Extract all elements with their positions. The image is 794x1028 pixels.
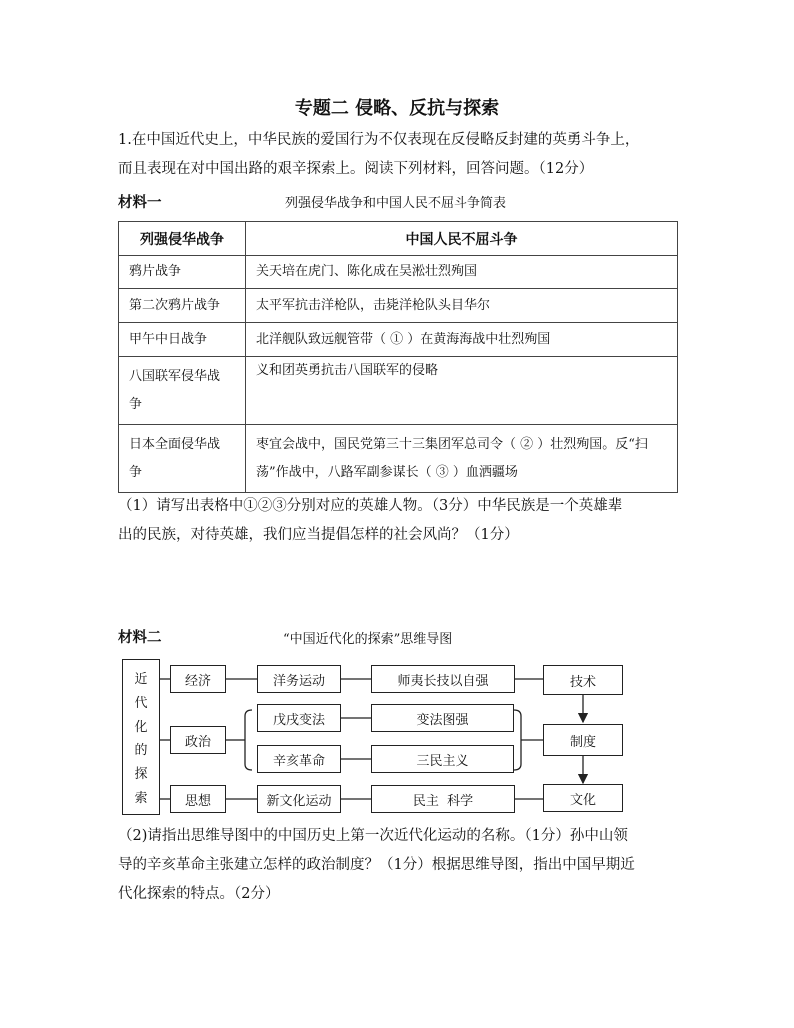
page-title: 专题二 侵略、反抗与探索 bbox=[294, 98, 500, 119]
idea-reform: 变法图强 bbox=[371, 704, 514, 732]
level-technology: 技术 bbox=[543, 665, 623, 695]
table-cell-war: 鸦片战争 bbox=[119, 256, 246, 289]
question-1-sub-2-line-1: （2)请指出思维导图中的中国历史上第一次近代化运动的名称。（1分）孙中山领 bbox=[118, 828, 628, 844]
root-char: 索 bbox=[134, 790, 148, 806]
table-cell-war: 日本全面侵华战争 bbox=[119, 425, 246, 493]
event-new-culture: 新文化运动 bbox=[257, 785, 341, 813]
table-cell-fight: 太平军抗击洋枪队，击毙洋枪队头目华尔 bbox=[246, 289, 678, 323]
question-1-sub-2-line-3: 代化探索的特点。（2分） bbox=[118, 886, 280, 902]
question-1-sub-1-line-1: （1）请写出表格中①②③分别对应的英雄人物。（3分）中华民族是一个英雄辈 bbox=[118, 498, 623, 514]
question-1-sub-1-line-2: 出的民族，对待英雄，我们应当提倡怎样的社会风尚？（1分） bbox=[118, 527, 519, 543]
material-1-label: 材料一 bbox=[118, 195, 162, 211]
material-2-caption: “中国近代化的探索”思维导图 bbox=[283, 632, 453, 647]
category-economy: 经济 bbox=[170, 665, 226, 693]
event-self-strengthening: 洋务运动 bbox=[257, 665, 341, 693]
question-1-line-1: 1.在中国近代史上，中华民族的爱国行为不仅表现在反侵略反封建的英勇斗争上， bbox=[118, 132, 640, 148]
table-cell-fight: 北洋舰队致远舰管带（ ① ）在黄海海战中壮烈殉国 bbox=[246, 323, 678, 357]
event-wuxu-reform: 戊戌变法 bbox=[257, 704, 341, 732]
level-institution: 制度 bbox=[543, 724, 623, 756]
question-1-sub-2-line-2: 导的辛亥革命主张建立怎样的政治制度？（1分）根据思维导图，指出中国早期近 bbox=[118, 857, 635, 873]
idea-learn-skills: 师夷长技以自强 bbox=[371, 665, 515, 693]
event-xinhai-revolution: 辛亥革命 bbox=[257, 745, 341, 773]
table-cell-war: 第二次鸦片战争 bbox=[119, 289, 246, 323]
category-thought: 思想 bbox=[170, 785, 226, 813]
root-char: 的 bbox=[134, 743, 148, 759]
table-header-war: 列强侵华战争 bbox=[119, 222, 246, 256]
material-1-caption: 列强侵华战争和中国人民不屈斗争简表 bbox=[285, 196, 507, 211]
table-cell-fight: 义和团英勇抗击八国联军的侵略 bbox=[246, 357, 678, 425]
table-header-fight: 中国人民不屈斗争 bbox=[246, 222, 678, 256]
root-char: 化 bbox=[134, 719, 148, 735]
root-char: 近 bbox=[134, 672, 148, 688]
mindmap-root bbox=[122, 659, 160, 815]
root-char: 代 bbox=[134, 695, 148, 711]
idea-democracy-science: 民主 科学 bbox=[371, 785, 515, 813]
idea-three-principles: 三民主义 bbox=[371, 745, 514, 773]
material-2-label: 材料二 bbox=[118, 630, 162, 646]
root-char: 探 bbox=[134, 766, 148, 782]
table-cell-fight: 关天培在虎门、陈化成在吴淞壮烈殉国 bbox=[246, 256, 678, 289]
table-cell-fight: 枣宜会战中，国民党第三十三集团军总司令（ ② ）壮烈殉国。反“扫荡”作战中，八路军副参谋长（ ③ ）血洒疆场 bbox=[246, 425, 678, 493]
question-1-line-2: 而且表现在对中国出路的艰辛探索上。阅读下列材料，回答问题。（12分） bbox=[118, 161, 594, 177]
table-cell-war: 八国联军侵华战争 bbox=[119, 357, 246, 425]
category-politics: 政治 bbox=[170, 726, 226, 754]
level-culture: 文化 bbox=[543, 784, 623, 812]
table-cell-war: 甲午中日战争 bbox=[119, 323, 246, 357]
